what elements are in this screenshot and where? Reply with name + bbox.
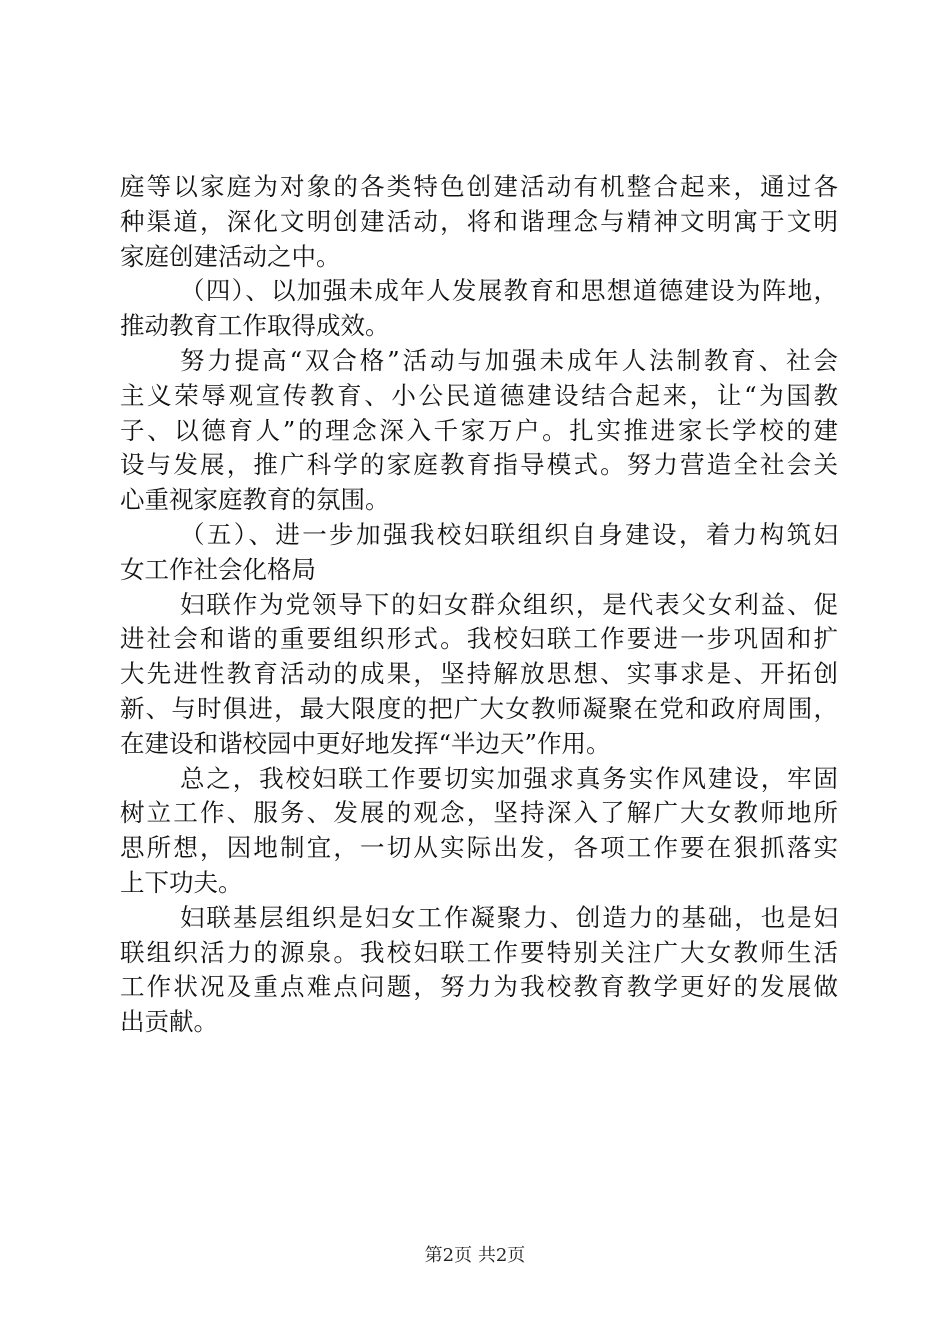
page-number-footer: 第2页 共2页	[424, 1245, 526, 1266]
paragraph-line: 上下功夫。	[120, 867, 243, 897]
paragraph-line: 心重视家庭教育的氛围。	[120, 485, 390, 515]
paragraph-line: （四）、以加强未成年人发展教育和思想道德建设为阵地，	[180, 276, 838, 306]
paragraph-education	[120, 344, 838, 518]
paragraph-line: 出贡献。	[120, 1007, 218, 1037]
paragraph-line: 思所想，因地制宜，一切从实际出发，各项工作要在狠抓落实	[120, 833, 838, 863]
paragraph-line: 新、与时俱进，最大限度的把广大女教师凝聚在党和政府周围，	[120, 693, 838, 723]
paragraph-line: 在建设和谐校园中更好地发挥“半边天”作用。	[120, 728, 611, 758]
paragraph-line: 庭等以家庭为对象的各类特色创建活动有机整合起来，通过各	[120, 172, 838, 201]
paragraph-line: 子、以德育人”的理念深入千家万户。扎实推进家长学校的建	[120, 415, 838, 445]
paragraph-line: 女工作社会化格局	[120, 554, 316, 584]
section-heading-four	[120, 274, 838, 344]
paragraph-line: 妇联基层组织是妇女工作凝聚力、创造力的基础，也是妇	[180, 902, 838, 932]
paragraph-line: 妇联作为党领导下的妇女群众组织，是代表父女利益、促	[180, 589, 838, 619]
paragraph-line: 努力提高“双合格”活动与加强未成年人法制教育、社会	[180, 345, 838, 375]
paragraph-continuation	[120, 170, 838, 274]
section-heading-five	[120, 518, 838, 588]
paragraph-summary	[120, 762, 838, 901]
paragraph-grassroots	[120, 901, 838, 1040]
paragraph-line: 种渠道，深化文明创建活动，将和谐理念与精神文明寓于文明	[120, 206, 838, 236]
paragraph-line: 总之，我校妇联工作要切实加强求真务实作风建设，牢固	[180, 763, 838, 793]
paragraph-line: 家庭创建活动之中。	[120, 241, 341, 271]
paragraph-line: 推动教育工作取得成效。	[120, 311, 390, 341]
paragraph-line: 树立工作、服务、发展的观念，坚持深入了解广大女教师地所	[120, 798, 838, 828]
paragraph-line: 进社会和谐的重要组织形式。我校妇联工作要进一步巩固和扩	[120, 624, 838, 654]
paragraph-womens-federation	[120, 588, 838, 762]
paragraph-line: （五）、进一步加强我校妇联组织自身建设，着力构筑妇	[180, 519, 838, 549]
paragraph-line: 设与发展，推广科学的家庭教育指导模式。努力营造全社会关	[120, 450, 838, 480]
document-body	[120, 170, 838, 1040]
paragraph-line: 大先进性教育活动的成果，坚持解放思想、实事求是、开拓创	[120, 659, 838, 689]
paragraph-line: 主义荣辱观宣传教育、小公民道德建设结合起来，让“为国教	[120, 380, 838, 410]
paragraph-line: 联组织活力的源泉。我校妇联工作要特别关注广大女教师生活	[120, 937, 838, 967]
paragraph-line: 工作状况及重点难点问题，努力为我校教育教学更好的发展做	[120, 972, 838, 1002]
